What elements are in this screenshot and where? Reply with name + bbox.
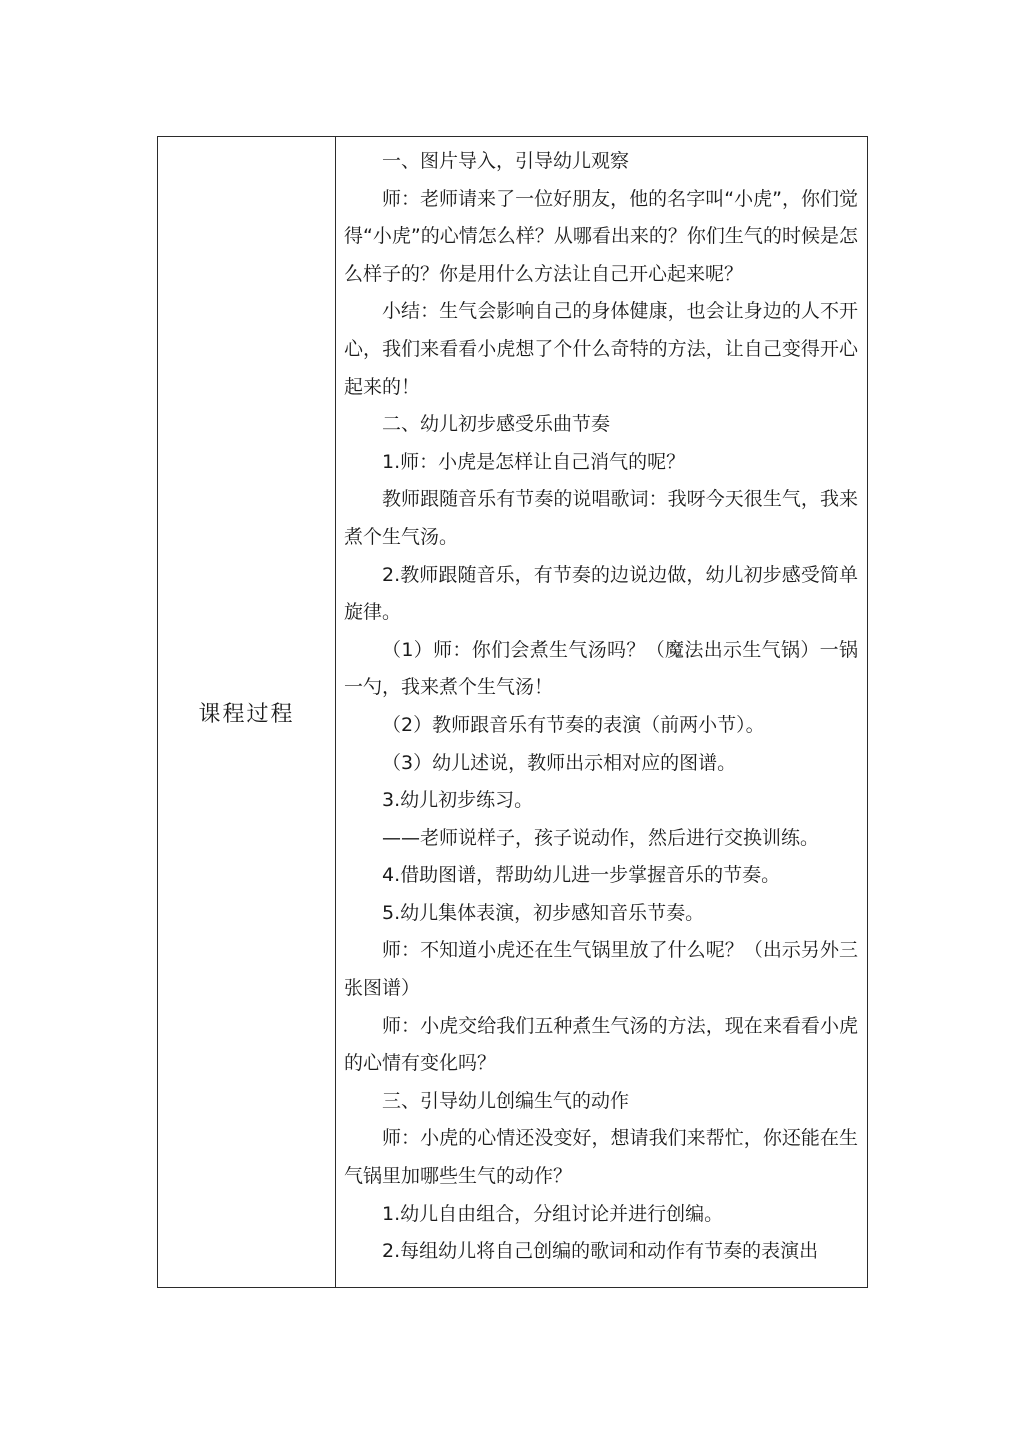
section-heading-1: 一、图片导入，引导幼儿观察: [382, 150, 630, 172]
paragraph: ——老师说样子，孩子说动作，然后进行交换训练。: [382, 826, 820, 849]
section-heading-3: 三、引导幼儿创编生气的动作: [382, 1089, 630, 1112]
paragraph: 师：小虎交给我们五种煮生气汤的方法，现在来看看小虎的心情有变化吗？: [344, 1014, 858, 1075]
paragraph: （3）幼儿述说，教师出示相对应的图谱。: [382, 751, 737, 774]
content-cell: [336, 137, 867, 1287]
paragraph: 教师跟随音乐有节奏的说唱歌词：我呀今天很生气，我来煮个生气汤。: [344, 488, 858, 548]
paragraph: 1.师：小虎是怎样让自己消气的呢？: [382, 450, 686, 473]
lesson-table: [157, 136, 868, 1288]
paragraph: （1）师：你们会煮生气汤吗？（魔法出示生气锅）一锅一勺，我来煮个生气汤！: [344, 638, 858, 699]
paragraph: 小结：生气会影响自己的身体健康，也会让身边的人不开心，我们来看看小虎想了个什么奇特的方法，让自己变得开心起来的！: [344, 300, 858, 398]
paragraph: 师：老师请来了一位好朋友，他的名字叫“小虎”，你们觉得“小虎”的心情怎么样？从哪看出来的？你们生气的时候是怎么样子的？你是用什么方法让自己开心起来呢？: [344, 187, 858, 285]
paragraph: 2.每组幼儿将自己创编的歌词和动作有节奏的表演出: [382, 1240, 819, 1263]
row-label-cell: [158, 137, 336, 1287]
paragraph: 师：小虎的心情还没变好，想请我们来帮忙，你还能在生气锅里加哪些生气的动作？: [344, 1127, 858, 1188]
row-label: 课程过程: [198, 701, 295, 727]
paragraph: （2）教师跟音乐有节奏的表演（前两小节）。: [382, 713, 765, 736]
paragraph: 1.幼儿自由组合，分组讨论并进行创编。: [382, 1202, 724, 1225]
paragraph: 4.借助图谱，帮助幼儿进一步掌握音乐的节奏。: [382, 864, 781, 887]
paragraph: 5.幼儿集体表演，初步感知音乐节奏。: [382, 901, 705, 924]
section-heading-2: 二、幼儿初步感受乐曲节奏: [382, 413, 611, 436]
paragraph-list: [344, 143, 858, 1271]
paragraph: 3.幼儿初步练习。: [382, 789, 534, 812]
paragraph: 师：不知道小虎还在生气锅里放了什么呢？（出示另外三张图谱）: [344, 939, 858, 1000]
paragraph: 2.教师跟随音乐，有节奏的边说边做，幼儿初步感受简单旋律。: [344, 563, 858, 624]
